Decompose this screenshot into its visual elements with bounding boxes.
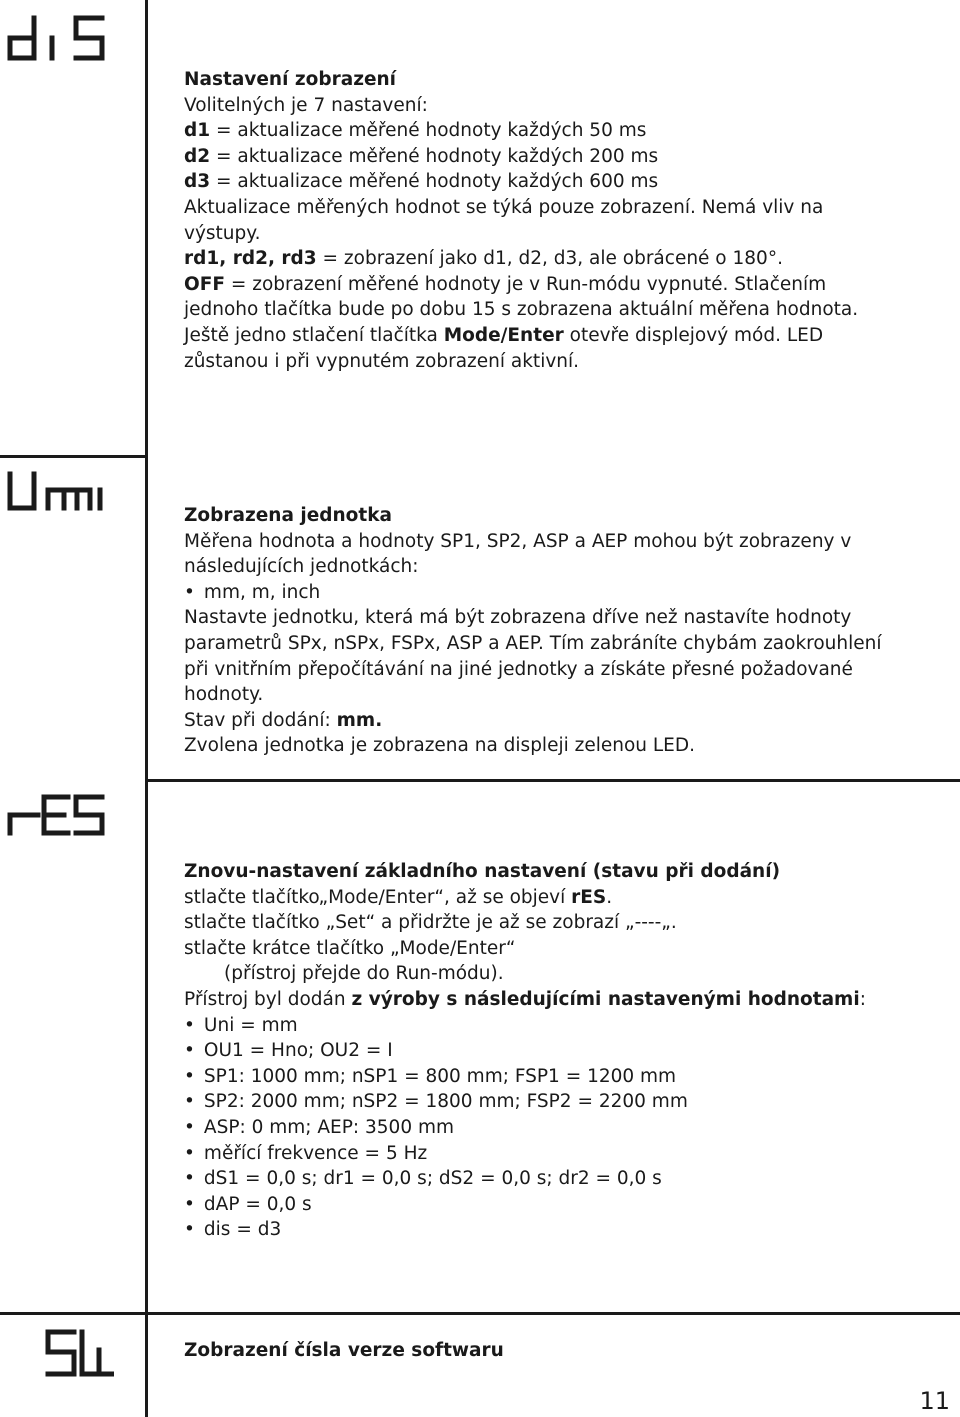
body-line: Ještě jedno stlačení tlačítka Mode/Enter otevře displejový mód. LED [184, 324, 824, 346]
default-item: • SP1: 1000 mm; nSP1 = 800 mm; FSP1 = 1200 mm [184, 1064, 924, 1090]
step-line: stlačte tlačítko „Set“ a přidržte je až se zobrazí „----„. [184, 912, 677, 934]
section-dis [184, 67, 924, 374]
unit-bullet: • mm, m, inch [184, 580, 924, 606]
column-divider-uni [145, 455, 148, 782]
display-code-sw [4, 1328, 114, 1384]
default-item: • dAP = 0,0 s [184, 1192, 924, 1218]
body-line: Nastavte jednotku, která má být zobrazena dříve než nastavíte hodnoty [184, 607, 852, 629]
section-sw [184, 1338, 924, 1364]
section-title-dis: Nastavení zobrazení [184, 69, 397, 90]
page-number: 11 [919, 1387, 950, 1415]
column-divider-top [145, 0, 148, 455]
default-item: • dS1 = 0,0 s; dr1 = 0,0 s; dS2 = 0,0 s; dr2 = 0,0 s [184, 1166, 924, 1192]
option-rd: rd1, rd2, rd3 = zobrazení jako d1, d2, d3, ale obrácené o 180°. [184, 248, 783, 270]
display-code-uni [4, 468, 114, 520]
display-code-res [4, 793, 114, 845]
body-line: Měřena hodnota a hodnoty SP1, SP2, ASP a AEP mohou být zobrazeny v [184, 530, 852, 552]
default-item: • měřící frekvence = 5 Hz [184, 1141, 924, 1167]
section-uni [184, 503, 924, 759]
column-divider-sw [145, 1312, 148, 1417]
step-line: stlačte krátce tlačítko „Mode/Enter“ [184, 937, 516, 959]
step-note: (přístroj přejde do Run-módu). [224, 963, 504, 985]
default-item: • Uni = mm [184, 1013, 924, 1039]
body-line: parametrů SPx, nSPx, FSPx, ASP a AEP. Tím zabráníte chybám zaokrouhlení [184, 632, 882, 654]
default-line: Stav při dodání: mm. [184, 709, 383, 731]
note-line: výstupy. [184, 222, 261, 244]
option-d1: d1 = aktualizace měřené hodnoty každých 50 ms [184, 120, 647, 142]
default-item: • SP2: 2000 mm; nSP2 = 1800 mm; FSP2 = 2200 mm [184, 1089, 924, 1115]
factory-line: Přístroj byl dodán z výroby s následujícími nastavenými hodnotami: [184, 988, 866, 1010]
option-off: OFF = zobrazení měřené hodnoty je v Run-módu vypnuté. Stlačením [184, 273, 827, 295]
default-item: • ASP: 0 mm; AEP: 3500 mm [184, 1115, 924, 1141]
section-title-uni: Zobrazena jednotka [184, 505, 393, 526]
body-line: hodnoty. [184, 684, 264, 706]
intro-text: Volitelných je 7 nastavení: [184, 94, 428, 116]
step-line: stlačte tlačítko„Mode/Enter“, až se objeví rES. [184, 886, 613, 908]
body-line: při vnitřním přepočítávání na jiné jednotky a získáte přesné požadované [184, 658, 853, 680]
section-title-sw: Zobrazení čísla verze softwaru [184, 1340, 504, 1361]
section-divider-sw [0, 1312, 960, 1315]
body-line: Zvolena jednotka je zobrazena na displeji zelenou LED. [184, 735, 695, 757]
note-line: Aktualizace měřených hodnot se týká pouze zobrazení. Nemá vliv na [184, 196, 824, 218]
section-res [184, 859, 924, 1243]
default-item: • OU1 = Hno; OU2 = I [184, 1038, 924, 1064]
section-title-res: Znovu-nastavení základního nastavení (stavu při dodání) [184, 861, 781, 882]
option-d3: d3 = aktualizace měřené hodnoty každých 600 ms [184, 171, 659, 193]
section-divider-res [145, 779, 960, 782]
body-line: následujících jednotkách: [184, 556, 419, 578]
body-line: zůstanou i při vypnutém zobrazení aktivní. [184, 350, 580, 372]
option-d2: d2 = aktualizace měřené hodnoty každých 200 ms [184, 145, 659, 167]
default-item: • dis = d3 [184, 1217, 924, 1243]
display-code-dis [4, 14, 114, 66]
column-divider-res [145, 779, 148, 1315]
section-divider-uni [0, 455, 148, 458]
body-line: jednoho tlačítka bude po dobu 15 s zobrazena aktuální měřena hodnota. [184, 299, 859, 321]
